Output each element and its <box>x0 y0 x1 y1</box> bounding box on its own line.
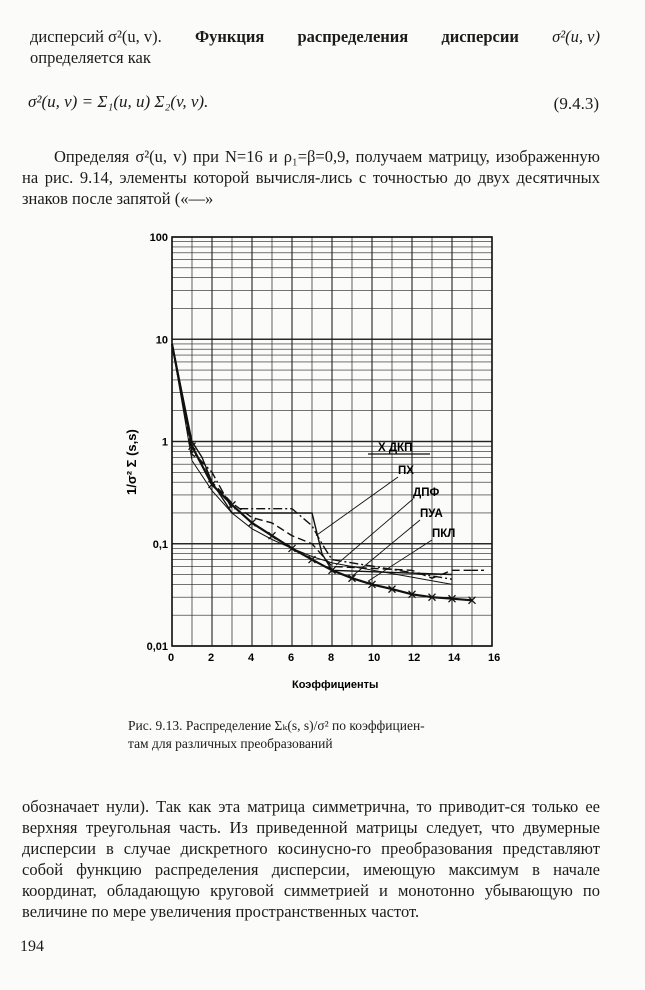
y-tick-label: 100 <box>149 232 168 244</box>
legend-label-3: ДПФ <box>413 487 440 499</box>
top-line-1-part-4: дисперсии <box>441 27 519 46</box>
x-tick-label: 0 <box>168 652 175 664</box>
formula-number: (9.4.3) <box>553 94 599 113</box>
x-axis-label: Коэффициенты <box>292 679 379 691</box>
legend-label-5: ПКЛ <box>432 528 456 540</box>
top-text-line-2: определяется как <box>30 48 151 67</box>
paragraph-2-text: обозначает нули). Так как эта матрица симметрична, то приводит-ся только ее верхняя треугольная часть. Из приведенной матрицы следует, что двумерные дисперсии в случае дискретного косинусно-го преобразования представляют собой функцию распределения дисперсии, имеющую максимум в начале координат, обладающую круговой симметрией и монотонно убывающую по величине по мере увеличения пространственных частот. <box>22 797 600 921</box>
x-tick-label: 6 <box>288 652 295 664</box>
paragraph-1-text: Определяя σ²(u, v) при N=16 и ρ₁=β=0,9, получаем матрицу, изображенную на рис. 9.14, элементы которой вычисля-лись с точностью до двух десятичных знаков после запятой («—» <box>22 147 600 208</box>
y-axis-label: 1/σ² Σ (s,s) <box>124 429 139 495</box>
chart-series <box>172 344 484 604</box>
chart-grid <box>172 237 492 646</box>
legend-label-2: ПХ <box>398 465 414 477</box>
x-tick-label: 10 <box>368 652 381 664</box>
legend-label-1: X ДКП <box>378 442 413 454</box>
y-tick-label: 10 <box>155 334 168 347</box>
top-line-1-part-3: распределения <box>297 27 409 46</box>
x-tick-label: 16 <box>488 652 501 664</box>
page-number: 194 <box>20 938 44 955</box>
top-line-1-part-5: σ²(u, v) <box>552 27 600 46</box>
x-tick-label: 14 <box>448 652 461 664</box>
legend-leader-2 <box>316 477 398 536</box>
top-line-1-part-1: дисперсий σ²(u, v). <box>30 27 162 46</box>
y-tick-label: 0,1 <box>152 538 168 551</box>
figure-caption <box>128 717 548 753</box>
paragraph-2 <box>22 796 600 922</box>
x-tick-label: 12 <box>408 652 421 664</box>
x-tick-label: 8 <box>328 652 335 664</box>
top-line-1-part-2: Функция <box>194 27 265 46</box>
legend-label-4: ПУА <box>420 508 443 520</box>
y-tick-label: 0,01 <box>146 641 168 653</box>
legend-leader-3 <box>336 499 413 565</box>
y-axis-label-group <box>124 429 139 495</box>
caption-line-2: там для различных преобразований <box>128 736 333 751</box>
x-tick-label: 2 <box>208 652 215 664</box>
y-tick-label: 1 <box>161 436 168 449</box>
x-tick-label: 4 <box>248 652 255 664</box>
formula: σ²(u, v) = Σ₁(u, u) Σ₂(v, v). <box>28 92 209 111</box>
caption-line-1: Рис. 9.13. Распределение Σₖ(s, s)/σ² по коэффициен- <box>128 718 425 733</box>
